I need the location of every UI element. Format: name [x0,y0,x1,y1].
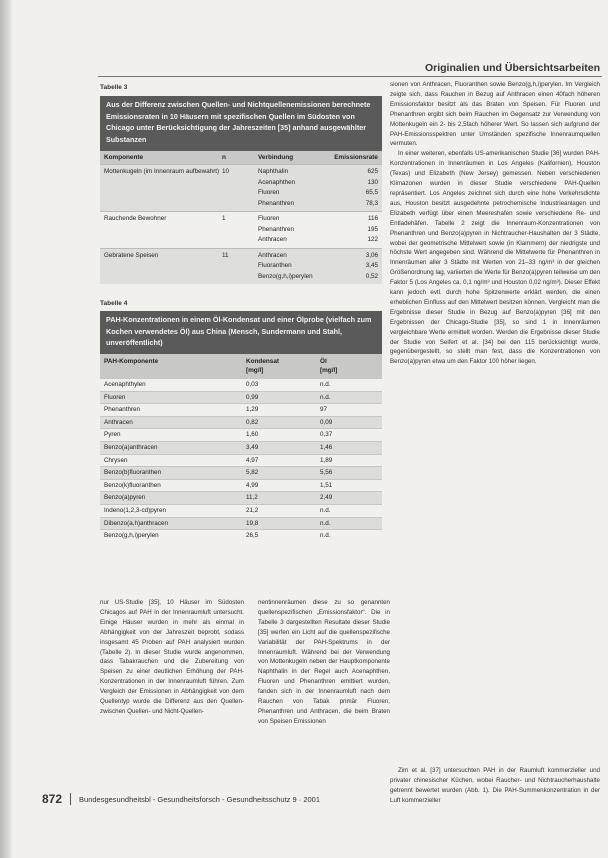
table-cell: 10 [222,168,230,175]
table-cell: 1,60 [246,431,259,439]
table-row [100,504,382,517]
table-row [100,441,382,454]
table-cell: 11,2 [246,494,258,502]
table-cell [222,225,258,236]
table-cell: Phenanthren [104,406,141,414]
table-cell: 5,82 [246,469,259,477]
table-cell: Phenanthren [258,225,295,233]
table3-body [100,164,382,284]
table4-col-oil-line2: [mg/l] [320,367,338,374]
footer-separator [70,793,71,805]
journal-citation: Bundesgesundheitsbl - Gesundheitsforsch - Gesundheitsschutz 9 · 2001 [79,794,321,804]
table-cell: Pyren [104,431,121,439]
text-column-bottom-left [100,598,244,717]
table-cell: 0,03 [246,381,259,388]
table-cell: 0,99 [246,393,259,401]
table-row [104,167,378,178]
table-row [100,479,382,492]
table-row [100,403,382,416]
table-cell [222,272,258,283]
table-row [104,261,378,272]
table4-col-oil [320,357,370,375]
table-cell: 19,8 [246,519,259,527]
table4-title: PAH-Konzentrationen in einem Öl-Kondensat und einer Ölprobe (vielfach zum Kochen verwendetes Öl) aus China (Mensch, Sundermann und Stahl, unveröffentlicht) [100,311,382,354]
table3-col-rate: Emissionsrate [334,154,378,161]
table-cell: 4,97 [246,456,259,464]
table-cell: 130 [367,178,378,186]
paragraph: nentinnenräumen diese zu so genannten quellenspezifischen „Emissionsfaktor“. Die in Tabelle 3 dargestellten Resultate dieser Studie [35] werfen ein Licht auf die quellenspezifische Variabilität der PAH-Spektrums in der Innenraumluft. Während bei der Verwendung von Mottenkugeln neben der Hauptkomponente Naphthalin in der Regel auch Acenaphthen, Fluoren und Phenanthren emittiert wurden, fanden sich in der Innenraumluft nach dem Rauchen von Tabak primär Fluoren, Phenanthren und Anthracen, die beim Braten von Speisen Emissionen [258,599,390,725]
table3-label: Tabelle 3 [100,84,128,91]
table-cell: Indeno(1,2,3-cd)pyren [104,506,166,514]
table-row [100,416,382,429]
table-cell: 1,46 [320,443,333,451]
table-cell: n.d. [320,506,331,514]
table-row [100,517,382,530]
table-cell [104,235,222,246]
table-cell: 5,56 [320,469,333,477]
table-row [100,529,382,542]
table-cell [104,199,222,210]
table-cell: Gebratene Speisen [104,251,159,259]
table-cell [104,261,222,272]
table-row [104,214,378,225]
paragraph: sionen von Anthracen, Fluoranthen sowie Benzo(g,h,i)perylen. Im Vergleich zeigte sich, dass Rauchen in Bezug auf Anthracen einen 40fach höheren Emissionsfaktor besitzt als das Braten von Speisen. Für Fluoren und Phenanthren ergibt sich beim Rauchen im Gegensatz zur Verwendung von Mottenkugeln ein 2- bis 2,5fach höherer Wert. So lassen sich aufgrund der PAH-Emissionsspektren unter Umständen spezifische Innenraumquellen vermuten. [390,81,600,148]
table-cell: Fluoren [258,215,280,222]
table-cell: Anthracen [258,236,287,243]
table4-body [100,378,382,542]
table-row [104,251,378,262]
table-cell [104,188,222,199]
table-cell: Acenaphthylen [104,381,146,388]
table-cell: 195 [367,225,378,233]
table-cell: 1,29 [246,406,259,414]
table-cell: Fluoren [104,393,126,401]
table3-group [100,248,382,285]
table3 [100,151,382,284]
table-cell: 0,52 [365,272,378,280]
table-cell: 0,09 [320,418,333,426]
table-row [104,188,378,199]
table-cell: Mottenkugeln (im Innenraum aufbewahrt) [104,168,220,175]
table-cell: 2,49 [320,494,333,502]
table-cell: 0,37 [320,431,333,439]
table-cell: 78,3 [365,199,378,207]
table4-col-condensate [246,357,320,375]
table-cell: 122 [367,236,378,243]
table-cell: n.d. [320,393,331,401]
table-cell: Dibenzo(a,h)anthracen [104,519,169,527]
table3-title: Aus der Differenz zwischen Quellen- und Nichtquellenemissionen berechnete Emissionsraten in 10 Häusern mit spezifischen Quellen im Südosten von Chicago unter Berücksichtigung der Jahreszeiten [35] anhand ausgewählter Substanzen [100,96,382,151]
table-cell: Fluoranthen [258,262,292,269]
table-cell: Phenanthren [258,199,295,207]
header-rule [98,76,602,77]
table3-group [100,211,382,248]
table-cell: Acenaphthen [258,178,296,186]
table-cell: n.d. [320,519,331,527]
table-row [104,178,378,189]
table-row [100,491,382,504]
table4-col-component [104,357,246,375]
table-cell: 3,45 [365,262,378,269]
table-cell: Benzo(k)fluoranthen [104,481,161,489]
table-row [104,225,378,236]
table4-col-condensate-line2: [mg/l] [246,367,264,374]
table-cell: 0,82 [246,418,259,426]
table-cell: Chrysen [104,456,128,464]
table-cell: 97 [320,406,328,414]
text-column-right [390,80,600,367]
table4-header-row [100,354,382,378]
table-cell: Anthracen [258,251,287,259]
table-cell [104,225,222,236]
paragraph: In einer weiteren, ebenfalls US-amerikanischen Studie [36] wurden PAH-Konzentrationen in Innenräumen in Los Angeles (Kalifornien), Houston (Texas) und Elizabeth (New Jersey) gemessen. Neben verschiedenen Klimazonen wurden in dieser Studie verschiedene PAH-Quellen repräsentiert. Los Angeles zeichnet sich durch eine hohe Verkehrsdichte aus, Houston besitzt ausgedehnte petrochemische Industrieanlagen und Elizabeth verfügt über einen Meereshafen sowie verschiedene Re- und Entladehäfen. Tabelle 2 zeigt die Innenraum-Konzentrationen von Phenanthren und Benzo(a)pyren in Nichtraucher-Haushalten der 3 Städte, wobei der geometrische Mittelwert sowie (in Klammern) der niedrigste und höchste Wert angegeben sind. Während die Mittelwerte für Phenanthren in Innenräumen aller 3 Städte mit Werten von 21–33 ng/m³ in der gleichen Größenordnung lag, variierten die Werte für Benzo(a)pyren teilweise um den Faktor 5 (Los Angeles ca. 0,1 ng/m³ und Houston 0,02 ng/m³). Dieser Effekt kann jedoch evtl. durch hohe Spitzenwerte erklärt werden, die einen erheblichen Einfluss auf den Mittelwert besitzen können. Vergleicht man die Ergebnisse dieser Studie in Bezug auf Benzo(a)pyren [36] mit den Ergebnissen der Chicago-Studie [35], so sind 1 in Innenräumen vergleichbare Werte ermittelt worden. Werden die Ergebnisse dieser Studie der Studie von Seifert et al. [34] bei den 115 berücksichtigt wurde, gegenübergestellt, so stellt man fest, dass die Konzentrationen von Benzo(a)pyren etwa um den Faktor 100 höher liegen. [390,150,600,366]
table-cell: 65,5 [365,189,378,196]
paragraph: nur US-Studie [35], 10 Häuser im Südosten Chicagos auf PAH in der Innenraumluft untersucht. Einige Häuser wurden in mehr als einmal in Abhängigkeit von der Jahreszeit beprobt, sodass insgesamt 45 Proben auf PAH analysiert wurden (Tabelle 2). In dieser Studie wurde angenommen, dass Tabakrauchen und die Zubereitung von Speisen zu einer deutlichen Erhöhung der PAH-Konzentrationen in der Innenraumluft führen. Zum Vergleich der Emissionen in Abhängigkeit von dem Quellentyp wurde die Differenz aus den Quellen- zwischen Quellen- und Nicht-Quellen- [100,599,244,715]
table-cell: Benzo(b)fluoranthen [104,469,162,477]
table4-label: Tabelle 4 [100,300,128,307]
table-row [104,199,378,210]
table-cell: n.d. [320,381,331,388]
table-cell: Benzo(g,h,i)perylen [104,532,159,540]
table-row [104,235,378,246]
table-cell: 1,89 [320,456,333,464]
table-cell: 1 [222,215,226,222]
table-cell: 1,51 [320,481,333,489]
table4-col-component-line1: PAH-Komponente [104,358,159,365]
page-number: 872 [42,792,63,806]
table-cell [104,178,222,189]
table-cell: 3,49 [246,443,259,451]
table-cell: Benzo(a)anthracen [104,443,158,451]
table-cell: Naphthalin [258,168,289,175]
table-cell [222,261,258,272]
paragraph: Zim et al. [37] untersuchten PAH in der Raumluft kommerzieller und privater chinesischer Küchen, wobei Raucher- und Nichtraucherhaushalte getrennt bewertet wurden (Abb. 1). Die PAH-Summenkonzentration in der Luft kommerzieller [390,767,600,804]
table-row [100,378,382,391]
page-footer [42,792,320,806]
table-row [100,428,382,441]
table4 [100,354,382,542]
table-cell [222,235,258,246]
table3-col-n: n [222,154,226,161]
table-cell [222,199,258,210]
table4-col-oil-line1: Öl [320,358,327,365]
table3-col-compound: Verbindung [258,154,294,161]
table-cell [222,188,258,199]
table-cell: n.d. [320,532,331,540]
table-cell: Anthracen [104,418,133,426]
table-row [100,391,382,404]
table-cell: 3,06 [365,251,378,259]
table-cell: Fluoren [258,189,280,196]
table-cell: Benzo(a)pyren [104,494,146,502]
table-cell: Benzo(g,h,i)perylen [258,272,313,280]
text-column-bottom-right [390,766,600,806]
table-row [104,272,378,283]
text-column-bottom-middle [258,598,390,727]
scan-shadow [0,0,12,858]
table-cell: 26,5 [246,532,259,540]
table-cell: 21,2 [246,506,259,514]
document-page [12,0,608,858]
table-cell: 116 [367,215,378,222]
table3-header-row [100,151,382,164]
table-row [100,454,382,467]
table-cell [222,178,258,189]
table-cell [104,272,222,283]
section-header: Originalien und Übersichtsarbeiten [424,62,600,74]
table-cell: 11 [222,251,229,259]
table-cell: 625 [367,168,378,175]
table4-col-condensate-line1: Kondensat [246,358,280,365]
table3-group [100,164,382,211]
table-row [100,466,382,479]
table3-col-component: Komponente [104,154,144,161]
table-cell: Rauchende Bewohner [104,215,167,222]
table-cell: 4,99 [246,481,259,489]
